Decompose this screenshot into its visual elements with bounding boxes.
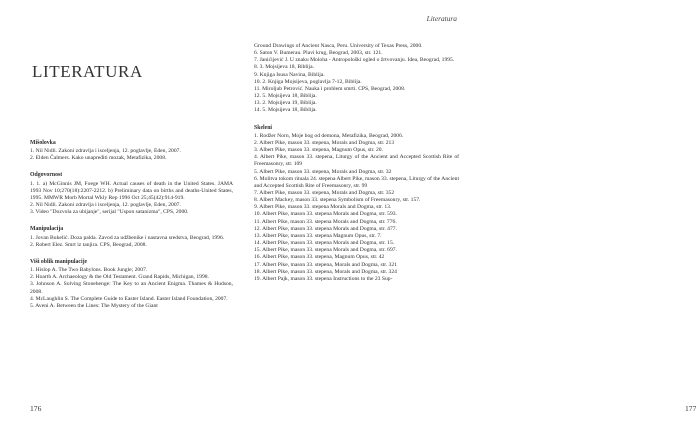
reference-entry: 10. Albert Pike, mason 33. stepena Morals and Dogma, str. 593. [254,211,397,218]
reference-entry: 8. Albert Mackey, mason 33. stepena Symbolism of Freemasonry, str. 157. [254,197,421,204]
reference-entry: 9. Knjiga Isusa Navina, Biblija. [254,71,325,78]
reference-entry: Ground Drawings of Ancient Nasca, Peru. University of Texas Press, 2000. [254,43,423,49]
reference-entry: 8. 3. Mojsijeva 18, Biblija. [254,64,314,71]
section-heading: Skeleni [254,124,273,131]
reference-entry: 16. Albert Pike, mason 33. stepena, Magnum Opus, str. 42 [254,254,385,261]
left-page [0,0,240,432]
reference-entry: 11. Albert Pike, mason 33. stepena Morals and Dogma, str. 776. [254,218,397,225]
left-section [30,226,233,248]
left-section [30,172,233,216]
reference-entry: 2. Nil Nidli. Zakoni zdravlja i isceljenja, 12. poglavlje, Eden, 2007. [30,202,181,209]
reference-entry: 6. Molitva tokom rituala 24. stepena Albert Pike, mason 33. stepena, Liturgy of the Ancient and Accepted Scottish Rite of Freemasonry, str. 99 [254,175,459,189]
reference-entry: 18. Albert Pike, mason 33. stepena, Morals and Dogma, str. 324 [254,268,397,275]
page-title: LITERATURA [32,62,143,81]
reference-entry: 13. Albert Pike, mason 33. stepena Magnum Opus, str. 7. [254,232,382,239]
reference-entry: 19. Albert Pajk, mason 33. stepena Instructions to the 23 Sup- [254,275,393,282]
reference-entry: 10. 2. Knjiga Mojsijeva, poglavlja 7-12, Biblija. [254,78,362,85]
reference-entry: 1. 1. a) McGinnis JM, Foege WH. Actual causes of death in the United States. JAMA 1993 Nov 10;270(18):2207-2212. b) Preliminary data on births and deaths-United States, 1995. MMWR Morb Mortal Wkly Rep 1996 Oct 25;45(42):914-919. [30,180,233,201]
reference-entry: 1. Hislop A. The Two Babylons. Book Jungle; 2007. [30,267,148,274]
page-number-left: 176 [30,404,42,413]
running-header: Literatura [426,14,457,23]
reference-entry: 14. 5. Mojsijeva 18, Biblija. [254,107,317,114]
left-section [30,140,233,162]
reference-entry: 6. Saton V. Bumerau. Plavi krug, Beograd, 2003, str. 121. [254,50,383,57]
right-section [254,125,459,283]
reference-entry: 3. Albert Pike, mason 33. stepena, Magnum Opus, str. 20. [254,147,383,154]
section-heading: Manipulacija [30,226,64,233]
reference-entry: 13. 2. Mojsijeva 19, Biblija. [254,100,317,107]
reference-entry: 15. Albert Pike, mason 33. stepena Morals and Dogma, str. 697. [254,247,397,254]
reference-entry: 1. Rodžer Norn, Moje bog od demona, Metafizika, Beograd, 2006. [254,132,404,139]
reference-entry: 4. Albert Pike, mason 33. stepena, Liturgy of the Ancient and Accepted Scottish Rite of Freemasonry, str. 109 [254,154,459,168]
reference-entry: 1. Nil Nidli. Zakoni zdravlja i isceljenja, 12. poglavlje, Eden, 2007. [30,148,181,155]
reference-entry: 9. Albert Pike, mason 33. stepena Morals and Dogma, str. 13. [254,204,392,211]
right-bibliography [254,43,459,283]
reference-entry: 5. Aveni A. Between the Lines: The Mystery of the Giant [30,302,158,309]
page-number-right: 177 [685,404,696,413]
section-heading: Odgovornost [30,172,63,179]
reference-entry: 3. Johnson A. Solving Stonehenge: The Key to an Ancient Enigma. Thames & Hudson, 2008. [30,281,233,295]
reference-entry: 2. Robert Elez. Smrt iz tanjira. CPS, Beograd, 2008. [30,241,147,248]
reference-entry: 2. Hoarth A. Archaeology & the Old Testament. Grand Rapids, Michigan, 1998. [30,274,209,281]
reference-entry: 12. 5. Mojsijeva 18, Biblija. [254,93,317,100]
reference-entry: 3. Video "Dozvola za ubijanje", serijal "Uspon satanizma", CPS, 2000. [30,209,189,216]
reference-entry: 2. Albert Pike, mason 33. stepena, Morals and Dogma, str. 213 [254,139,395,146]
right-section [254,43,459,115]
reference-entry: 2. Elden Čalmers. Kako unapređiti mozak, Metafizika, 2008. [30,155,167,162]
reference-entry: 4. McLaughlin S. The Complete Guide to Easter Island. Easter Island Foundation, 2007. [30,295,228,302]
left-bibliography [30,135,233,310]
reference-entry: 7. Janićijević J. U znaku Moloha - Antropološki ogled o žrtvovanju. Idea, Beograd, 1995. [254,57,455,64]
reference-entry: 5. Albert Pike, mason 33. stepena, Morals and Dogma, str. 32 [254,168,392,175]
reference-entry: 7. Albert Pike, mason 33. stepena, Morals and Dogma, str. 352 [254,189,395,196]
left-section [30,259,233,310]
reference-entry: 14. Albert Pike, mason 33. stepena Morals and Dogma, str. 15. [254,240,395,247]
reference-entry: 17. Albert Pike, mason 33. stepena, Morals and Dogma, str. 321 [254,261,397,268]
section-heading: Viši oblik manipulacije [30,258,88,265]
reference-entry: 12. Albert Pike, mason 33. stepena Morals and Dogma, str. 477. [254,225,397,232]
reference-entry: 1. Jovan Bukelić. Doza palda. Zavod za udžbenike i nastavna sredstva, Beograd, 1996. [30,234,225,241]
section-heading: Mišolovka [30,140,56,146]
reference-entry: 11. Miroljub Petrović. Nauka i problem smrti. CPS, Beograd, 2008. [254,85,406,92]
